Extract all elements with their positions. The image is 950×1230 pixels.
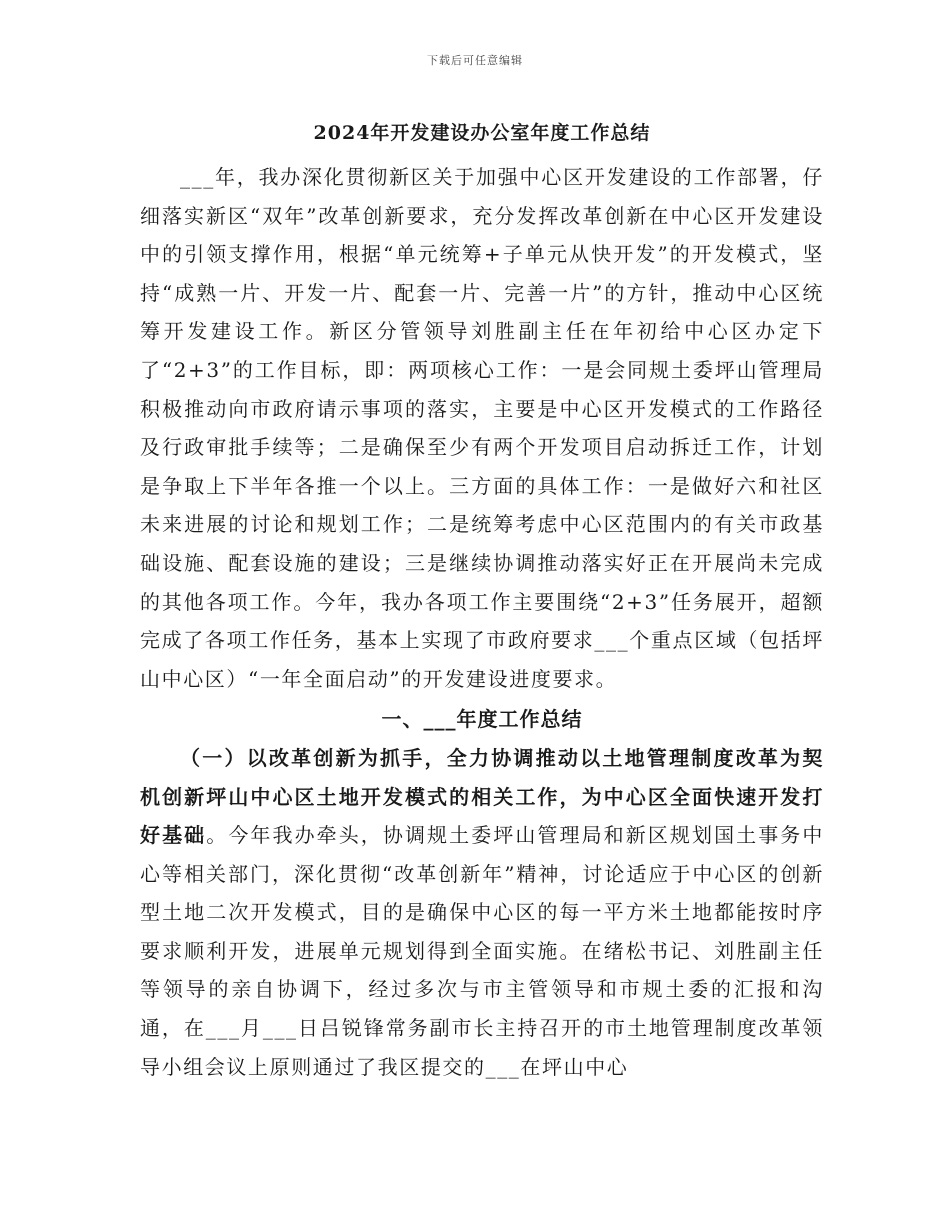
section1-paragraph [140, 739, 824, 1086]
intro-paragraph: ___年，我办深化贯彻新区关于加强中心区开发建设的工作部署，仔细落实新区“双年”改革创新要求，充分发挥改革创新在中心区开发建设中的引领支撑作用，根据“单元统筹+子单元从快开发”的开发模式，坚持“成熟一片、开发一片、配套一片、完善一片”的方针，推动中心区统筹开发建设工作。新区分管领导刘胜副主任在年初给中心区办定下了“2+3”的工作目标，即：两项核心工作：一是会同规土委坪山管理局积极推动向市政府请示事项的落实，主要是中心区开发模式的工作路径及行政审批手续等；二是确保至少有两个开发项目启动拆迁工作，计划是争取上下半年各推一个以上。三方面的具体工作：一是做好六和社区未来进展的讨论和规划工作；二是统筹考虑中心区范围内的有关市政基础设施、配套设施的建设；三是继续协调推动落实好正在开展尚未完成的其他各项工作。今年，我办各项工作主要围绕“2+3”任务展开，超额完成了各项工作任务，基本上实现了市政府要求___个重点区域（包括坪山中心区）“一年全面启动”的开发建设进度要求。 [140, 165, 824, 691]
document-body [140, 118, 824, 1086]
document-title: 2024年开发建设办公室年度工作总结 [313, 122, 651, 144]
header-note: 下载后可任意编辑 [427, 54, 523, 67]
section1-bold-lead: （一）以改革创新为抓手，全力协调推动以土地管理制度改革为契机创新坪山中心区土地开发模式的相关工作，为中心区全面快速开发打好基础 [140, 745, 824, 848]
section-heading: 一、___年度工作总结 [381, 707, 583, 732]
section1-body: 。今年我办牵头，协调规土委坪山管理局和新区规划国土事务中心等相关部门，深化贯彻“改革创新年”精神，讨论适应于中心区的创新型土地二次开发模式，目的是确保中心区的每一平方米土地都能按时序要求顺利开发，进展单元规划得到全面实施。在绪松书记、刘胜副主任等领导的亲自协调下，经过多次与市主管领导和市规土委的汇报和沟通，在___月___日吕锐锋常务副市长主持召开的市土地管理制度改革领导小组会议上原则通过了我区提交的___在坪山中心 [140, 823, 824, 1079]
